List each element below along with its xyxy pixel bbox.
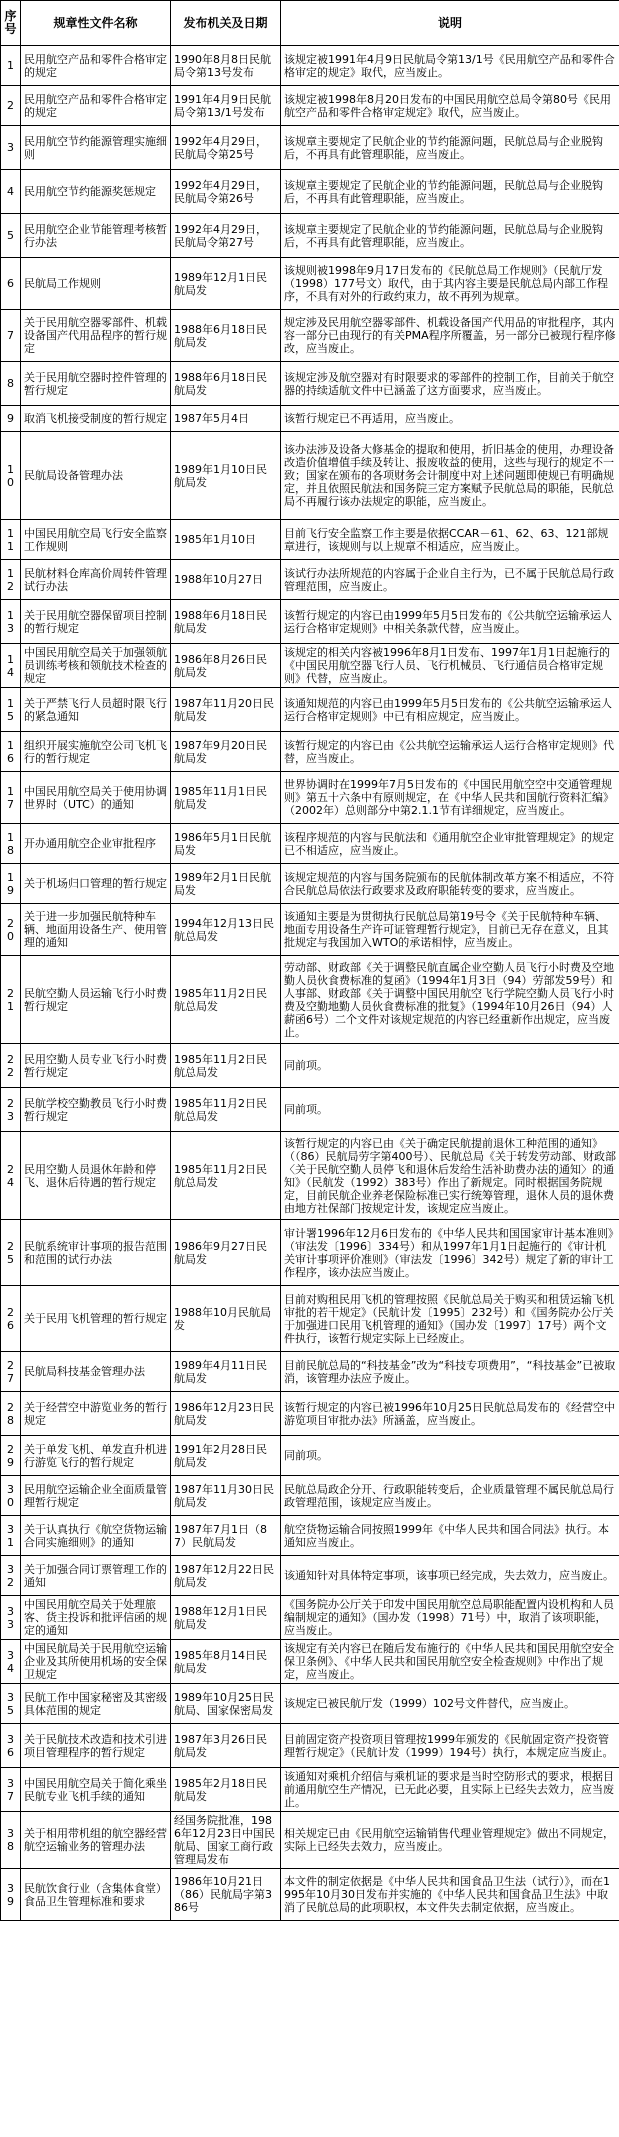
row-note: 该规定被1991年4月9日民航局令第13/1号《民用航空产品和零件合格审定的规定》取代，应当废止。	[281, 46, 619, 86]
row-issuer: 1994年12月13日民航总局发	[171, 904, 281, 956]
row-name: 中国民用航空局关于加强领航员训练考核和领航技术检查的规定	[21, 644, 171, 688]
table-row	[1, 1392, 619, 1436]
row-issuer: 1986年5月1日民航局发	[171, 824, 281, 864]
row-note: 该规定的相关内容被1996年8月1日发布、1997年1月1日起施行的《中国民用航空器飞行人员、飞行机械员、飞行通信员合格审定规则》代替，应当废止。	[281, 644, 619, 688]
row-note: 该规章主要规定了民航企业的节约能源问题，民航总局与企业脱钩后，不再具有此管理职能，应当废止。	[281, 126, 619, 170]
row-seq: 27	[1, 1352, 21, 1392]
table-row	[1, 1352, 619, 1392]
row-note: 该暂行规定的内容已由《关于确定民航提前退休工种范围的通知》（（86）民航局劳字第400号）、民航总局《关于转发劳动部、财政部〈关于民航空勤人员停飞和退休后发给生活补助费办法的通知〉的通知》（民航发（1992）383号）作出了新规定。同时根据国务院规定，目前民航企业养老保险标准已实行统筹管理，退休人员的退休费由地方社保部门按规定计发，该规定应当废止。	[281, 1132, 619, 1220]
table-body	[1, 46, 619, 1921]
row-issuer: 1987年11月30日民航局发	[171, 1476, 281, 1516]
row-issuer: 1990年8月8日民航局令第13号发布	[171, 46, 281, 86]
table-row	[1, 824, 619, 864]
row-seq: 3	[1, 126, 21, 170]
row-seq: 1	[1, 46, 21, 86]
row-note: 该规定有关内容已在随后发布施行的《中华人民共和国民用航空安全保卫条例》、《中华人民共和国民用航空安全检查规则》中作出了规定，应当废止。	[281, 1640, 619, 1684]
table-row	[1, 1516, 619, 1556]
table-header-row	[1, 1, 619, 46]
row-note: 该规章主要规定了民航企业的节约能源问题，民航总局与企业脱钩后，不再具有此管理职能，应当废止。	[281, 214, 619, 258]
row-name: 中国民用航空局关于使用协调世界时（UTC）的通知	[21, 772, 171, 824]
row-seq: 6	[1, 258, 21, 310]
row-issuer: 1989年10月25日民航局、国家保密局发	[171, 1684, 281, 1724]
row-issuer: 1989年12月1日民航局发	[171, 258, 281, 310]
table-row	[1, 46, 619, 86]
row-name: 关于进一步加强民航特种车辆、地面用设备生产、使用管理的通知	[21, 904, 171, 956]
row-name: 中国民用航空局关于处理旅客、货主投诉和批评信函的规定的通知	[21, 1596, 171, 1640]
row-note: 该通知规范的内容已由1999年5月5日发布的《公共航空运输承运人运行合格审定规则》中已有相应规定，应当废止。	[281, 688, 619, 732]
row-seq: 4	[1, 170, 21, 214]
row-issuer: 1987年7月1日（87）民航局发	[171, 1516, 281, 1556]
row-name: 民航空勤人员运输飞行小时费暂行规定	[21, 956, 171, 1044]
row-name: 关于严禁飞行人员超时限飞行的紧急通知	[21, 688, 171, 732]
row-seq: 30	[1, 1476, 21, 1516]
row-issuer: 1988年6月18日民航局发	[171, 600, 281, 644]
row-note: 同前项。	[281, 1436, 619, 1476]
row-note: 劳动部、财政部《关于调整民航直属企业空勤人员飞行小时费及空地勤人员伙食费标准的复函》（1994年1月3日（94）劳部发59号）和人事部、财政部《关于调整中国民用航空飞行学院空勤人员飞行小时费及空勤地勤人员伙食费标准的批复》（1994年10月26日（94）人薪函6号）二个文件对该规定规范的内容已经重新作出规定，应当废止。	[281, 956, 619, 1044]
row-name: 民用航空运输企业全面质量管理暂行规定	[21, 1476, 171, 1516]
row-seq: 17	[1, 772, 21, 824]
row-note: 目前飞行安全监察工作主要是依据CCAR－61、62、63、121部规章进行，该规则与以上规章不相适应，应当废止。	[281, 520, 619, 560]
table-row	[1, 1044, 619, 1088]
row-issuer: 1992年4月29日，民航局令第26号	[171, 170, 281, 214]
row-issuer: 1986年12月23日民航局发	[171, 1392, 281, 1436]
table-row	[1, 1286, 619, 1352]
table-row	[1, 406, 619, 432]
row-issuer: 1992年4月29日，民航局令第27号	[171, 214, 281, 258]
row-issuer: 1988年6月18日民航局发	[171, 362, 281, 406]
table-row	[1, 170, 619, 214]
table-row	[1, 310, 619, 362]
header-note: 说明	[281, 1, 619, 46]
row-seq: 36	[1, 1724, 21, 1768]
row-seq: 22	[1, 1044, 21, 1088]
row-note: 该通知对乘机介绍信与乘机证的要求是当时空防形式的要求，根据目前通用航空生产情况，已无此必要，且实际上已经失去效力，应当废止。	[281, 1768, 619, 1812]
row-seq: 10	[1, 432, 21, 520]
row-seq: 35	[1, 1684, 21, 1724]
table-row	[1, 956, 619, 1044]
row-seq: 14	[1, 644, 21, 688]
row-seq: 29	[1, 1436, 21, 1476]
row-issuer: 1987年11月20日民航局发	[171, 688, 281, 732]
row-name: 中国民航局关于民用航空运输企业及其所使用机场的安全保卫规定	[21, 1640, 171, 1684]
row-name: 关于经营空中游览业务的暂行规定	[21, 1392, 171, 1436]
row-name: 开办通用航空企业审批程序	[21, 824, 171, 864]
row-seq: 8	[1, 362, 21, 406]
row-note: 该程序规范的内容与民航法和《通用航空企业审批管理规定》的规定已不相适应，应当废止。	[281, 824, 619, 864]
row-note: 该办法涉及设备大修基金的提取和使用，折旧基金的使用，办理设备改造价值增值手续及转让、报废收益的使用，这些与现行的规定不一致；国家在颁布的各项财务会计制度中对上述问题即使规已有明确规定，并且依照民航法和国务院三定方案赋予民航总局的职能，民航总局不再履行该办法规定的职能，应当废止。	[281, 432, 619, 520]
table-row	[1, 1088, 619, 1132]
row-name: 民用航空产品和零件合格审定的规定	[21, 46, 171, 86]
table-row	[1, 688, 619, 732]
row-seq: 28	[1, 1392, 21, 1436]
table-row	[1, 1869, 619, 1921]
table-row	[1, 86, 619, 126]
row-issuer: 1987年12月22日民航局发	[171, 1556, 281, 1596]
row-note: 审计署1996年12月6日发布的《中华人民共和国国家审计基本准则》（审法发〔1996〕334号）和从1997年1月1日起施行的《审计机关审计事项评价准则》（审法发〔1996〕342号）规定了新的审计工作程序，该办法应当废止。	[281, 1220, 619, 1286]
row-issuer: 1986年9月27日民航局发	[171, 1220, 281, 1286]
row-seq: 25	[1, 1220, 21, 1286]
table-row	[1, 644, 619, 688]
row-name: 民用航空产品和零件合格审定的规定	[21, 86, 171, 126]
row-issuer: 1987年5月4日	[171, 406, 281, 432]
table-row	[1, 1724, 619, 1768]
row-name: 取消飞机接受制度的暂行规定	[21, 406, 171, 432]
row-name: 民航学校空勤教员飞行小时费暂行规定	[21, 1088, 171, 1132]
row-note: 同前项。	[281, 1088, 619, 1132]
row-note: 该规定涉及航空器对有时限要求的零部件的控制工作，目前关于航空器的持续适航文件中已涵盖了这方面要求，应当废止。	[281, 362, 619, 406]
row-issuer: 1987年9月20日民航局发	[171, 732, 281, 772]
row-note: 该暂行规定的内容已由1999年5月5日发布的《公共航空运输承运人运行合格审定规则》中相关条款代替，应当废止。	[281, 600, 619, 644]
row-note: 目前固定资产投资项目管理按1999年颁发的《民航固定资产投资管理暂行规定》（民航计发（1999）194号）执行，本规定应当废止。	[281, 1724, 619, 1768]
row-seq: 39	[1, 1869, 21, 1921]
table-row	[1, 258, 619, 310]
table-row	[1, 1556, 619, 1596]
row-issuer: 1985年11月2日民航总局发	[171, 1088, 281, 1132]
row-issuer: 1985年11月2日民航总局发	[171, 956, 281, 1044]
row-issuer: 1985年2月18日民航局发	[171, 1768, 281, 1812]
row-issuer: 1988年6月18日民航局发	[171, 310, 281, 362]
table-row	[1, 600, 619, 644]
row-name: 民用航空节约能源奖惩规定	[21, 170, 171, 214]
table-row	[1, 1684, 619, 1724]
table-row	[1, 432, 619, 520]
table-row	[1, 772, 619, 824]
row-name: 民航局设备管理办法	[21, 432, 171, 520]
table-row	[1, 214, 619, 258]
row-note: 民航总局政企分开、行政职能转变后，企业质量管理不属民航总局行政管理范围，该规定应当废止。	[281, 1476, 619, 1516]
table-row	[1, 1640, 619, 1684]
table-row	[1, 1436, 619, 1476]
row-name: 民用航空企业节能管理考核暂行办法	[21, 214, 171, 258]
row-seq: 23	[1, 1088, 21, 1132]
row-seq: 34	[1, 1640, 21, 1684]
row-note: 相关规定已由《民用航空运输销售代理业管理规定》做出不同规定，实际上已经失去效力，应当废止。	[281, 1812, 619, 1869]
row-seq: 38	[1, 1812, 21, 1869]
row-seq: 16	[1, 732, 21, 772]
row-note: 《国务院办公厅关于印发中国民用航空总局职能配置内设机构和人员编制规定的通知》（国办发（1998）71号）中，取消了该项职能，应当废止。	[281, 1596, 619, 1640]
row-name: 民航饮食行业（含集体食堂）食品卫生管理标准和要求	[21, 1869, 171, 1921]
row-name: 关于民航技术改造和技术引进项目管理程序的暂行规定	[21, 1724, 171, 1768]
row-issuer: 1991年2月28日民航局发	[171, 1436, 281, 1476]
row-issuer: 1989年2月1日民航局发	[171, 864, 281, 904]
row-note: 该试行办法所规范的内容属于企业自主行为，已不属于民航总局行政管理范围，应当废止。	[281, 560, 619, 600]
row-name: 民航局工作规则	[21, 258, 171, 310]
row-note: 规定涉及民用航空器零部件、机载设备国产代用品的审批程序，其内容一部分已由现行的有关PMA程序所覆盖，另一部分已被现行程序修改，应当废止。	[281, 310, 619, 362]
row-seq: 26	[1, 1286, 21, 1352]
row-name: 中国民用航空局飞行安全监察工作规则	[21, 520, 171, 560]
table-row	[1, 1132, 619, 1220]
row-seq: 2	[1, 86, 21, 126]
table-row	[1, 904, 619, 956]
row-issuer: 1985年1月10日	[171, 520, 281, 560]
row-issuer: 1986年8月26日民航局发	[171, 644, 281, 688]
row-seq: 5	[1, 214, 21, 258]
row-issuer: 经国务院批准，1986年12月23日中国民航局、国家工商行政管理局发布	[171, 1812, 281, 1869]
row-name: 民航工作中国家秘密及其密级具体范围的规定	[21, 1684, 171, 1724]
row-note: 该规章主要规定了民航企业的节约能源问题，民航总局与企业脱钩后，不再具有此管理职能，应当废止。	[281, 170, 619, 214]
row-name: 关于单发飞机、单发直升机进行游览飞行的暂行规定	[21, 1436, 171, 1476]
row-note: 该暂行规定的内容已由《公共航空运输承运人运行合格审定规则》代替，应当废止。	[281, 732, 619, 772]
row-seq: 7	[1, 310, 21, 362]
row-issuer: 1985年8月14日民航局发	[171, 1640, 281, 1684]
row-seq: 32	[1, 1556, 21, 1596]
row-seq: 24	[1, 1132, 21, 1220]
row-issuer: 1987年3月26日民航局发	[171, 1724, 281, 1768]
table-row	[1, 520, 619, 560]
row-name: 中国民用航空局关于简化乘坐民航专业飞机手续的通知	[21, 1768, 171, 1812]
row-note: 该规定规范的内容与国务院颁布的民航体制改革方案不相适应，不符合民航总局依法行政要求及政府职能转变的要求，应当废止。	[281, 864, 619, 904]
row-name: 关于民用航空器时控件管理的暂行规定	[21, 362, 171, 406]
row-issuer: 1991年4月9日民航局令第13/1号发布	[171, 86, 281, 126]
row-issuer: 1988年10月27日	[171, 560, 281, 600]
row-seq: 18	[1, 824, 21, 864]
row-note: 该规定已被民航厅发（1999）102号文件替代，应当废止。	[281, 1684, 619, 1724]
row-name: 民航材料仓库高价周转件管理试行办法	[21, 560, 171, 600]
row-name: 关于民用航空器零部件、机载设备国产代用品程序的暂行规定	[21, 310, 171, 362]
table-row	[1, 732, 619, 772]
row-note: 本文件的制定依据是《中华人民共和国食品卫生法（试行）》，而在1995年10月30日发布并实施的《中华人民共和国食品卫生法》中取消了民航总局的此项职权，本文件失去制定依据，应当废止。	[281, 1869, 619, 1921]
row-seq: 31	[1, 1516, 21, 1556]
row-note: 同前项。	[281, 1044, 619, 1088]
header-seq: 序号	[1, 1, 21, 46]
row-note: 该暂行规定已不再适用，应当废止。	[281, 406, 619, 432]
row-seq: 11	[1, 520, 21, 560]
row-name: 民用空勤人员专业飞行小时费暂行规定	[21, 1044, 171, 1088]
row-seq: 12	[1, 560, 21, 600]
row-issuer: 1992年4月29日，民航局令第25号	[171, 126, 281, 170]
table-row	[1, 1768, 619, 1812]
row-issuer: 1985年11月2日民航总局发	[171, 1044, 281, 1088]
row-name: 民用航空节约能源管理实施细则	[21, 126, 171, 170]
row-name: 关于民用航空器保留项目控制的暂行规定	[21, 600, 171, 644]
row-name: 关于相用带机组的航空器经营航空运输业务的管理办法	[21, 1812, 171, 1869]
row-seq: 21	[1, 956, 21, 1044]
row-note: 该规定被1998年8月20日发布的中国民用航空总局令第80号《民用航空产品和零件合格审定规定》取代，应当废止。	[281, 86, 619, 126]
row-note: 航空货物运输合同按照1999年《中华人民共和国合同法》执行。本通知应当废止。	[281, 1516, 619, 1556]
row-issuer: 1988年10月民航局发	[171, 1286, 281, 1352]
table-row	[1, 1596, 619, 1640]
row-seq: 19	[1, 864, 21, 904]
table-row	[1, 560, 619, 600]
row-issuer: 1988年12月1日民航局发	[171, 1596, 281, 1640]
table-row	[1, 864, 619, 904]
table-row	[1, 1220, 619, 1286]
row-name: 组织开展实施航空公司飞机飞行的暂行规定	[21, 732, 171, 772]
row-note: 目前民航总局的“科技基金”改为“科技专项费用”，“科技基金”已被取消，该管理办法应予废止。	[281, 1352, 619, 1392]
row-name: 民用空勤人员退休年龄和停飞、退休后待遇的暂行规定	[21, 1132, 171, 1220]
row-seq: 33	[1, 1596, 21, 1640]
row-name: 民航局科技基金管理办法	[21, 1352, 171, 1392]
row-note: 该通知主要是为贯彻执行民航总局第19号令《关于民航特种车辆、地面专用设备生产许可证管理暂行规定》，目前已无存在意义，且其批规定与我国加入WTO的承诺相悖，应当废止。	[281, 904, 619, 956]
row-seq: 13	[1, 600, 21, 644]
row-note: 目前对购租民用飞机的管理按照《民航总局关于购买和租赁运输飞机审批的若干规定》（民航计发〔1995〕232号）和《国务院办公厅关于加强进口民用飞机管理的通知》（国办发〔1997〕17号）两个文件执行，该暂行规定实际上已经废止。	[281, 1286, 619, 1352]
table-row	[1, 1812, 619, 1869]
row-seq: 20	[1, 904, 21, 956]
row-name: 民航系统审计事项的报告范围和范围的试行办法	[21, 1220, 171, 1286]
row-name: 关于民用飞机管理的暂行规定	[21, 1286, 171, 1352]
row-note: 该规则被1998年9月17日发布的《民航总局工作规则》（民航厅发（1998）177号文）取代，由于其内容主要是民航总局内部工作程序，不具有对外的行政约束力，故不再列为规章。	[281, 258, 619, 310]
table-row	[1, 126, 619, 170]
row-name: 关于机场归口管理的暂行规定	[21, 864, 171, 904]
table-row	[1, 1476, 619, 1516]
row-seq: 15	[1, 688, 21, 732]
row-issuer: 1985年11月2日民航总局发	[171, 1132, 281, 1220]
header-issuer: 发布机关及日期	[171, 1, 281, 46]
row-issuer: 1989年4月11日民航局发	[171, 1352, 281, 1392]
row-name: 关于认真执行《航空货物运输合同实施细则》的通知	[21, 1516, 171, 1556]
row-seq: 37	[1, 1768, 21, 1812]
row-issuer: 1985年11月1日民航局发	[171, 772, 281, 824]
row-issuer: 1986年10月21日（86）民航局字第386号	[171, 1869, 281, 1921]
row-name: 关于加强合同订票管理工作的通知	[21, 1556, 171, 1596]
row-note: 该暂行规定的内容已被1996年10月25日民航总局发布的《经营空中游览项目审批办法》所涵盖，应当废止。	[281, 1392, 619, 1436]
row-seq: 9	[1, 406, 21, 432]
row-note: 世界协调时在1999年7月5日发布的《中国民用航空空中交通管理规则》第五十六条中有原则规定，在《中华人民共和国航行资料汇编》（2002年）总则部分中第2.1.1节有详细规定，应当废止。	[281, 772, 619, 824]
row-issuer: 1989年1月10日民航局发	[171, 432, 281, 520]
table-row	[1, 362, 619, 406]
row-note: 该通知针对具体特定事项，该事项已经完成，失去效力，应当废止。	[281, 1556, 619, 1596]
header-name: 规章性文件名称	[21, 1, 171, 46]
